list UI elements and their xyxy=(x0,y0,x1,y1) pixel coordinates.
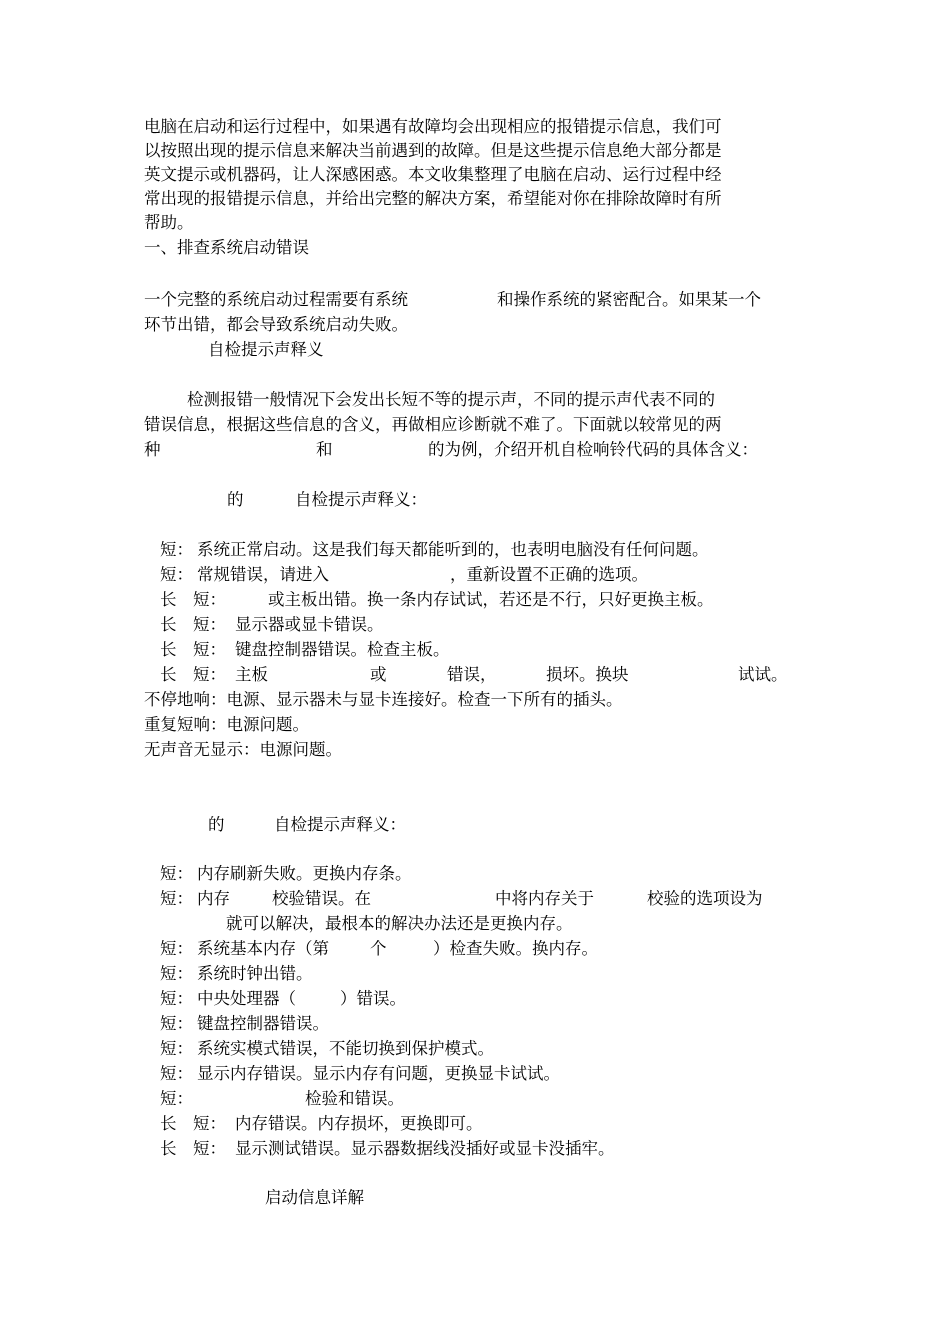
list-item: 内存 xyxy=(197,889,230,908)
award-heading-a: 的 xyxy=(227,490,244,509)
list-item: 损坏。换块 xyxy=(546,665,629,684)
list-item-prefix: 长 短： xyxy=(160,640,226,659)
list-item: 或主板出错。换一条内存试试，若还是不行，只好更换主板。 xyxy=(268,590,714,609)
list-item: 无声音无显示：电源问题。 xyxy=(144,740,342,759)
list-item: 系统正常启动。这是我们每天都能听到的，也表明电脑没有任何问题。 xyxy=(197,540,709,559)
list-item-prefix: 长 短： xyxy=(160,615,226,634)
list-item: ）检查失败。换内存。 xyxy=(433,939,598,958)
list-item-prefix: 短： xyxy=(160,540,193,559)
intro-line: 帮助。 xyxy=(144,213,194,232)
list-item: 或 xyxy=(370,665,387,684)
list-item: 常规错误，请进入 xyxy=(197,565,329,584)
subheading: 自检提示声释义 xyxy=(208,340,324,359)
list-item: 错误， xyxy=(447,665,497,684)
intro-line: 常出现的报错提示信息，并给出完整的解决方案，希望能对你在排除故障时有所 xyxy=(144,189,722,208)
list-item: 个 xyxy=(370,939,387,958)
list-item: ，重新设置不正确的选项。 xyxy=(450,565,648,584)
list-item: 中央处理器（ xyxy=(197,989,296,1008)
beep-intro-line3b: 和 xyxy=(316,440,333,459)
list-item: 试试。 xyxy=(738,665,788,684)
list-item-prefix: 短： xyxy=(160,864,193,883)
list-item: 系统基本内存（第 xyxy=(197,939,329,958)
list-item: 就可以解决，最根本的解决办法还是更换内存。 xyxy=(226,914,573,933)
list-item: ）错误。 xyxy=(340,989,406,1008)
boot-para-line1a: 一个完整的系统启动过程需要有系统 xyxy=(144,290,408,309)
list-item: 校验错误。在 xyxy=(272,889,371,908)
list-item-prefix: 短： xyxy=(160,939,193,958)
list-item-prefix: 短： xyxy=(160,889,193,908)
list-item: 显示测试错误。显示器数据线没插好或显卡没插牢。 xyxy=(235,1139,615,1158)
list-item: 内存刷新失败。更换内存条。 xyxy=(197,864,412,883)
list-item-prefix: 短： xyxy=(160,964,193,983)
list-item-prefix: 长 短： xyxy=(160,1139,226,1158)
list-item: 显示器或显卡错误。 xyxy=(235,615,384,634)
intro-line: 英文提示或机器码，让人深感困惑。本文收集整理了电脑在启动、运行过程中经 xyxy=(144,165,722,184)
boot-para-line2: 环节出错，都会导致系统启动失败。 xyxy=(144,315,408,334)
list-item-prefix: 短： xyxy=(160,989,193,1008)
boot-para-line1b: 和操作系统的紧密配合。如果某一个 xyxy=(497,290,761,309)
list-item-prefix: 长 短： xyxy=(160,1114,226,1133)
beep-intro-line3a: 种 xyxy=(144,440,161,459)
ami-heading-a: 的 xyxy=(208,815,225,834)
section-heading: 一、排查系统启动错误 xyxy=(144,238,309,257)
award-heading-b: 自检提示声释义： xyxy=(295,490,427,509)
list-item: 键盘控制器错误。检查主板。 xyxy=(235,640,450,659)
beep-intro-line3c: 的为例，介绍开机自检响铃代码的具体含义： xyxy=(428,440,758,459)
list-item-prefix: 长 短： xyxy=(160,665,226,684)
intro-line: 电脑在启动和运行过程中，如果遇有故障均会出现相应的报错提示信息，我们可 xyxy=(144,117,722,136)
list-item: 内存错误。内存损坏，更换即可。 xyxy=(235,1114,483,1133)
list-item: 校验的选项设为 xyxy=(647,889,763,908)
list-item: 重复短响：电源问题。 xyxy=(144,715,309,734)
list-item-prefix: 短： xyxy=(160,1064,193,1083)
list-item-prefix: 短： xyxy=(160,1014,193,1033)
list-item: 键盘控制器错误。 xyxy=(197,1014,329,1033)
list-item: 显示内存错误。显示内存有问题，更换显卡试试。 xyxy=(197,1064,560,1083)
list-item-prefix: 长 短： xyxy=(160,590,226,609)
list-item: 检验和错误。 xyxy=(305,1089,404,1108)
ami-heading-b: 自检提示声释义： xyxy=(274,815,406,834)
beep-intro-line: 错误信息，根据这些信息的含义，再做相应诊断就不难了。下面就以较常见的两 xyxy=(144,415,722,434)
list-item: 系统实模式错误，不能切换到保护模式。 xyxy=(197,1039,494,1058)
intro-line: 以按照出现的提示信息来解决当前遇到的故障。但是这些提示信息绝大部分都是 xyxy=(144,141,722,160)
list-item-prefix: 短： xyxy=(160,1039,193,1058)
list-item-prefix: 短： xyxy=(160,565,193,584)
list-item: 主板 xyxy=(235,665,268,684)
list-item: 不停地响：电源、显示器未与显卡连接好。检查一下所有的插头。 xyxy=(144,690,623,709)
list-item: 中将内存关于 xyxy=(495,889,594,908)
beep-intro-line: 检测报错一般情况下会发出长短不等的提示声，不同的提示声代表不同的 xyxy=(187,390,715,409)
list-item: 系统时钟出错。 xyxy=(197,964,313,983)
section-heading: 启动信息详解 xyxy=(265,1188,364,1207)
list-item-prefix: 短： xyxy=(160,1089,193,1108)
